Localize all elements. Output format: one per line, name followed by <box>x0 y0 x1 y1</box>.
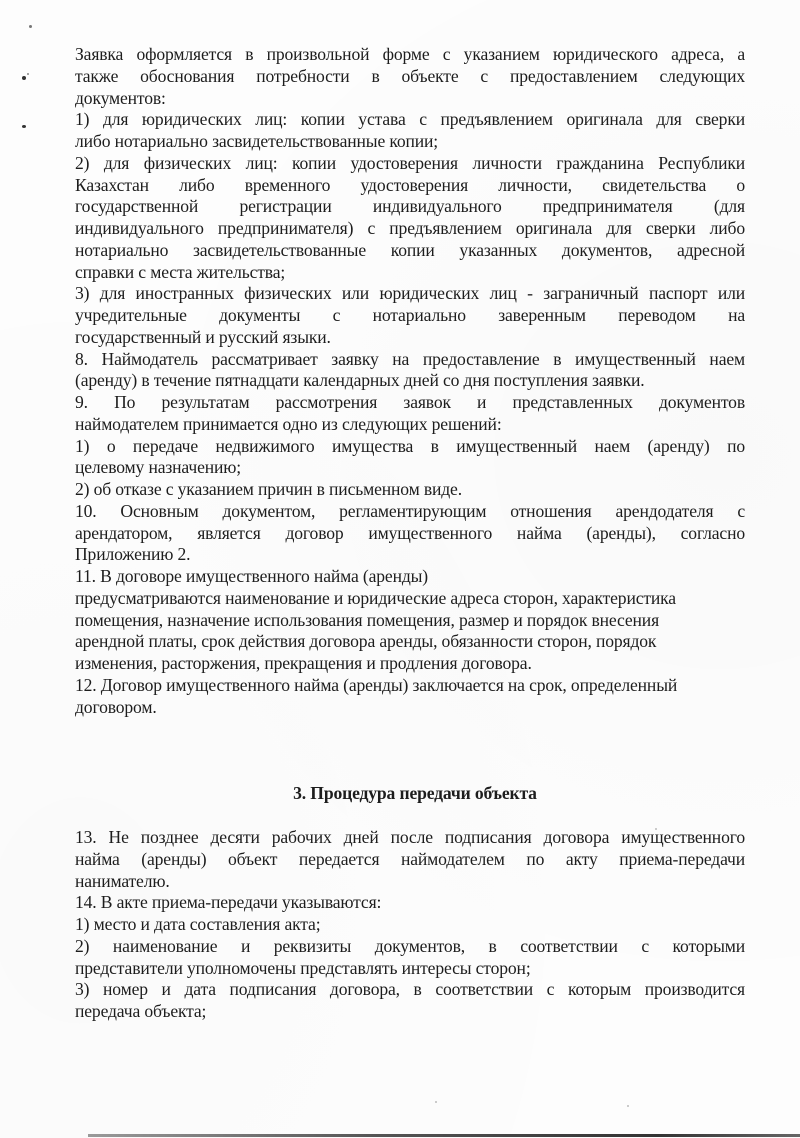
text-line: передача объекта; <box>75 1001 207 1021</box>
paragraph-clause-10 <box>75 501 745 566</box>
text-line: предусматриваются наименование и юридические адреса сторон, характеристика <box>75 587 676 608</box>
text-line: изменения, расторжения, прекращения и продления договора. <box>75 653 532 673</box>
text-line: нотариально засвидетельствованные копии указанных документов, адресной <box>75 239 745 260</box>
text-line: либо нотариально засвидетельствованные копии; <box>75 131 439 151</box>
text-line: 1) о передаче недвижимого имущества в имущественный наем (аренду) по <box>75 435 745 456</box>
document-body <box>75 44 745 1023</box>
spacer <box>75 718 745 783</box>
text-line: представители уполномочены представлять интересы сторон; <box>75 957 531 978</box>
text-line: арендатором, является договор имущественного найма (аренды), согласно <box>75 522 745 543</box>
text-line: (аренду) в течение пятнадцати календарных дней со дня поступления заявки. <box>75 370 645 391</box>
text-line: наймодателем принимается одно из следующих решений: <box>75 413 502 434</box>
section-heading: 3. Процедура передачи объекта <box>293 783 537 804</box>
page-bottom-edge <box>88 1134 800 1137</box>
paragraph-clause-9-option-1 <box>75 436 745 480</box>
paragraph-intro <box>75 44 745 109</box>
text-line: индивидуального предпринимателя) с предъявлением оригинала для сверки либо <box>75 218 745 238</box>
scan-speck <box>627 1105 629 1107</box>
paragraph-clause-11 <box>75 566 745 675</box>
paragraph-clause-14-item-3 <box>75 979 745 1023</box>
scan-speck <box>22 76 26 80</box>
text-line: 2) об отказе с указанием причин в письменном виде. <box>75 479 462 499</box>
scan-speck <box>29 25 32 28</box>
text-line: найма (аренды) объект передается наймодателем по акту приема-передачи <box>75 848 745 869</box>
paragraph-clause-8 <box>75 349 745 393</box>
spacer <box>75 805 745 827</box>
paragraph-clause-9 <box>75 392 745 436</box>
text-line: справки с места жительства; <box>75 261 286 282</box>
text-line: целевому назначению; <box>75 457 242 478</box>
text-line: государственной регистрации индивидуального предпринимателя (для <box>75 196 745 217</box>
text-line: 10. Основным документом, регламентирующим отношения арендодателя с <box>75 500 745 521</box>
text-line: договором. <box>75 696 157 717</box>
paragraph-item-2-individuals <box>75 153 745 284</box>
text-line: 2) наименование и реквизиты документов, в соответствии с которыми <box>75 935 745 956</box>
text-line: помещения, назначение использования помещения, размер и порядок внесения <box>75 609 660 630</box>
text-line: Приложению 2. <box>75 544 191 565</box>
paragraph-clause-12 <box>75 675 745 719</box>
text-line: 12. Договор имущественного найма (аренды) заключается на срок, определенный <box>75 674 678 695</box>
text-line: 3) для иностранных физических или юридических лиц - заграничный паспорт или <box>75 283 745 304</box>
text-line: 1) для юридических лиц: копии устава с предъявлением оригинала для сверки <box>75 109 745 130</box>
text-line: 11. В договоре имущественного найма (аренды) <box>75 566 429 586</box>
text-line: учредительные документы с нотариально заверенным переводом на <box>75 305 745 325</box>
text-line: Заявка оформляется в произвольной форме с указанием юридического адреса, а <box>75 44 745 64</box>
paragraph-clause-9-option-2 <box>75 479 745 501</box>
paragraph-clause-14 <box>75 892 745 914</box>
scan-speck <box>22 125 26 128</box>
text-line: документов: <box>75 87 166 108</box>
paragraph-item-3-foreign <box>75 283 745 348</box>
text-line: 2) для физических лиц: копии удостоверения личности гражданина Республики <box>75 152 745 173</box>
section-3-clauses <box>75 827 745 1023</box>
text-line: 14. В акте приема-передачи указываются: <box>75 892 382 913</box>
text-line: 3) номер и дата подписания договора, в соответствии с которым производится <box>75 979 745 1000</box>
text-line: Казахстан либо временного удостоверения личности, свидетельства о <box>75 174 745 195</box>
paragraph-clause-14-item-2 <box>75 936 745 980</box>
scan-speck <box>27 73 29 75</box>
text-line: арендной платы, срок действия договора аренды, обязанности сторон, порядок <box>75 631 657 652</box>
text-line: нанимателю. <box>75 870 170 891</box>
text-line: 13. Не позднее десяти рабочих дней после подписания договора имущественного <box>75 827 745 847</box>
text-line: также обоснования потребности в объекте с предоставлением следующих <box>75 65 745 86</box>
scan-speck <box>435 1101 437 1103</box>
paragraph-item-1-legal <box>75 109 745 153</box>
text-line: 1) место и дата составления акта; <box>75 914 321 934</box>
paragraph-clause-13 <box>75 827 745 892</box>
text-line: государственный и русский языки. <box>75 326 331 347</box>
text-line: 9. По результатам рассмотрения заявок и представленных документов <box>75 392 745 412</box>
clauses-before-section <box>75 44 745 718</box>
text-line: 8. Наймодатель рассматривает заявку на предоставление в имущественный наем <box>75 348 745 369</box>
paragraph-clause-14-item-1 <box>75 914 745 936</box>
